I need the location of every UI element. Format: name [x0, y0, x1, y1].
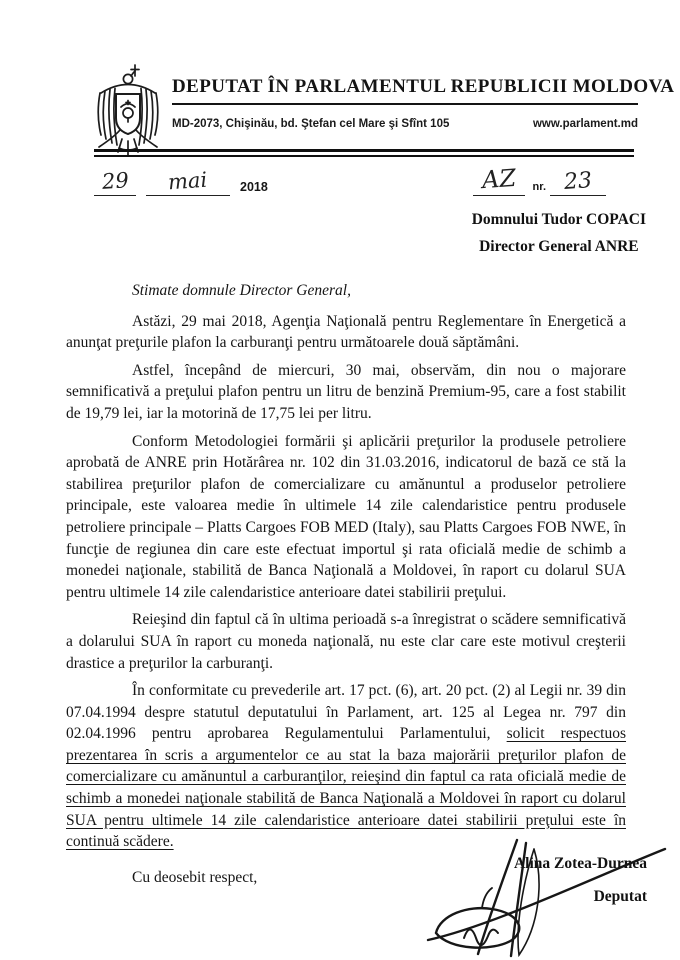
recipient-block: [472, 206, 646, 260]
handwritten-initials: AZ: [473, 165, 525, 196]
dateline: [94, 160, 634, 202]
letterhead-website: www.parlament.md: [532, 118, 638, 130]
paragraph-5-underlined: solicit respectuos prezentarea în scris a argumentelor ce au stat la baza majorării preţurilor plafon de comercializare cu amănuntul a carburanţilor, reieşind din faptul ca rata oficială medie de schimb a monedei naţionale stabilită de Banca Naţională a Moldovei în raport cu dolarul SUA pentru ultimele 14 zile calendaristice anterioare datei stabilirii preţului este în continuă scădere.: [66, 725, 627, 851]
closing-line: Cu deosebit respect,: [132, 868, 258, 886]
date-group: [94, 169, 268, 196]
letterhead: [172, 76, 675, 130]
letter-body: [66, 280, 626, 894]
handwritten-day: 29: [94, 169, 136, 196]
recipient-name: Domnului Tudor COPACI: [471, 211, 646, 228]
moldova-coat-of-arms-icon: [88, 62, 168, 158]
year-label: 2018: [240, 180, 268, 194]
handwritten-month: mai: [146, 169, 230, 196]
header-divider: [94, 149, 634, 157]
nr-label: nr.: [532, 181, 546, 193]
letterhead-title: DEPUTAT ÎN PARLAMENTUL REPUBLICII MOLDOVA: [172, 76, 638, 105]
signature-icon: [420, 836, 670, 960]
paragraph-5: [66, 680, 626, 853]
paragraph-2: Astfel, începând de miercuri, 30 mai, observăm, din nou o majorare semnificativă a preţului plafon pentru un litru de benzină Premium-95, care a fost stabilit de 19,79 lei, iar la motorină de 17,75 lei per litru.: [66, 361, 626, 422]
handwritten-number: 23: [550, 168, 606, 196]
letterhead-address: MD-2073, Chişinău, bd. Ştefan cel Mare şi Sfînt 105: [172, 118, 450, 130]
reference-group: [473, 165, 606, 196]
signatory-name: Alina Zotea-Durnea: [513, 855, 647, 872]
signatory-title: Deputat: [593, 888, 647, 905]
paragraph-1: Astăzi, 29 mai 2018, Agenţia Naţională pentru Reglementare în Energetică a anunţat preţurile plafon la carburanţi pentru următoarele două săptămâni.: [66, 312, 626, 352]
paragraph-3: Conform Metodologiei formării şi aplicării preţurilor la produsele petroliere aprobată de ANRE prin Hotărârea nr. 102 din 31.03.2016, indicatorul de bază ce stă la stabilirea preţurilor plafon de comercializare cu amănuntul a produselor petroliere principale, este valoarea medie în ultimele 14 zile calendaristice pentru produsele petroliere principale – Platts Cargoes FOB MED (Italy), sau Platts Cargoes FOB NWE, în funcţie de regiunea din care este efectuat importul şi rata oficială medie de schimb a monedei naţionale, stabilită de Banca Naţională a Moldovei, în raport cu dolarul SUA pentru ultimele 14 zile calendaristice anterioare datei stabilirii preţului.: [66, 432, 626, 601]
salutation: Stimate domnule Director General,: [132, 282, 351, 299]
recipient-title: Director General ANRE: [479, 238, 639, 255]
paragraph-5-normal: În conformitate cu prevederile art. 17 pct. (6), art. 20 pct. (2) al Legii nr. 39 din 07.04.1994 despre statutul deputatului în Parlament, art. 125 al Legea nr. 797 din 02.04.1996 pentru aprobarea Regulamentului Parlamentului,: [66, 682, 626, 743]
paragraph-4: Reieşind din faptul că în ultima perioadă s-a înregistrat o scădere semnificativă a dolarului SUA în raport cu moneda naţională, nu este clar care este motivul creşterii drastice a preţurilor la carburanţi.: [66, 611, 626, 672]
